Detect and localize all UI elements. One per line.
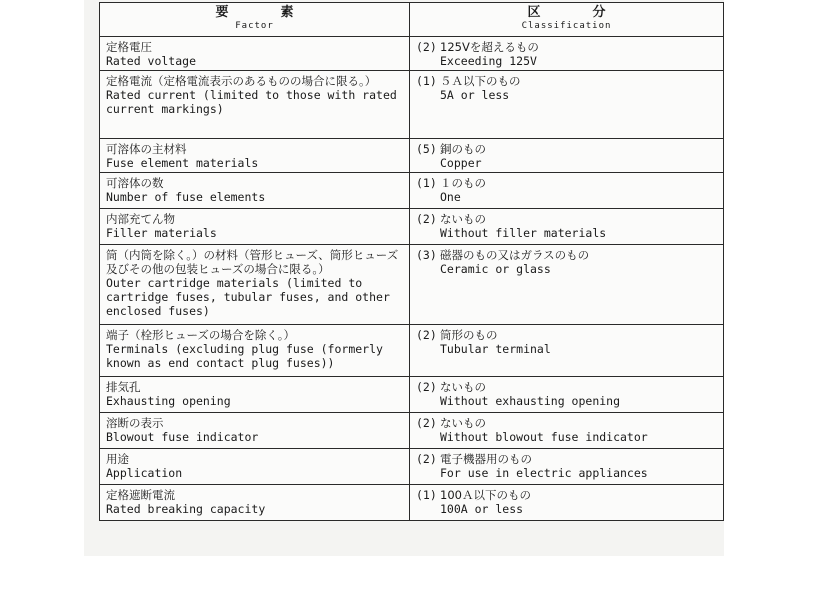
classification-jp: 125Vを超えるもの	[440, 40, 539, 54]
classification-number: (1)	[416, 488, 437, 502]
classification-jp: ５Ａ以下のもの	[440, 74, 521, 88]
factor-cell	[100, 71, 410, 139]
classification-number: (2)	[416, 416, 437, 430]
factor-header-en: Factor	[235, 21, 274, 31]
classification-cell	[410, 209, 724, 245]
factor-en: Outer cartridge materials (limited to cartridge fuses, tubular fuses, and other enclosed fuses)	[106, 276, 390, 318]
factor-cell	[100, 485, 410, 521]
classification-cell	[410, 37, 724, 71]
classification-number: (2)	[416, 40, 437, 54]
classification-cell	[410, 413, 724, 449]
classification-cell	[410, 71, 724, 139]
classification-jp: ないもの	[440, 380, 486, 394]
factor-header-jp: 要素	[215, 5, 346, 20]
table-row	[100, 245, 724, 325]
table-row	[100, 485, 724, 521]
classification-jp: 100Ａ以下のもの	[440, 488, 531, 502]
factor-jp: 可溶体の主材料	[106, 142, 187, 156]
classification-number: (5)	[416, 142, 437, 156]
factor-en: Application	[106, 466, 183, 480]
factor-jp: 溶断の表示	[106, 416, 164, 430]
factor-cell	[100, 37, 410, 71]
factor-jp: 定格遮断電流	[106, 488, 175, 502]
classification-en: Tubular terminal	[440, 342, 551, 356]
classification-number: (2)	[416, 380, 437, 394]
classification-jp: １のもの	[440, 176, 486, 190]
table-header-row	[100, 3, 724, 37]
factor-cell	[100, 325, 410, 377]
table-row	[100, 413, 724, 449]
classification-cell	[410, 139, 724, 173]
classification-cell	[410, 325, 724, 377]
classification-header-jp: 区分	[527, 5, 658, 20]
classification-column-header	[410, 3, 724, 37]
classification-en: Without exhausting opening	[440, 394, 621, 408]
table-row	[100, 325, 724, 377]
classification-jp: ないもの	[440, 212, 486, 226]
classification-en: For use in electric appliances	[440, 466, 648, 480]
factor-en: Rated voltage	[106, 54, 197, 68]
classification-cell	[410, 245, 724, 325]
table-row	[100, 449, 724, 485]
table-row	[100, 209, 724, 245]
factor-cell	[100, 139, 410, 173]
classification-cell	[410, 449, 724, 485]
table-row	[100, 71, 724, 139]
factor-jp: 可溶体の数	[106, 176, 164, 190]
factor-jp: 排気孔	[106, 380, 141, 394]
factor-en: Filler materials	[106, 226, 217, 240]
factor-cell	[100, 377, 410, 413]
classification-cell	[410, 173, 724, 209]
factor-en: Number of fuse elements	[106, 190, 266, 204]
factor-jp: 筒（内筒を除く。）の材料（管形ヒューズ、筒形ヒューズ及びその他の包装ヒューズの場合に限る。）	[106, 248, 399, 276]
classification-number: (1)	[416, 74, 437, 88]
factor-cell	[100, 413, 410, 449]
classification-number: (3)	[416, 248, 437, 262]
factor-en: Rated current (limited to those with rated current markings)	[106, 88, 397, 116]
classification-en: Without filler materials	[440, 226, 607, 240]
table-row	[100, 173, 724, 209]
classification-header-en: Classification	[521, 21, 612, 31]
factor-en: Blowout fuse indicator	[106, 430, 259, 444]
table-row	[100, 37, 724, 71]
factor-column-header	[100, 3, 410, 37]
classification-en: Exceeding 125V	[440, 54, 537, 68]
factor-jp: 定格電圧	[106, 40, 152, 54]
classification-number: (2)	[416, 328, 437, 342]
classification-en: 100A or less	[440, 502, 524, 516]
factor-jp: 端子（栓形ヒューズの場合を除く。）	[106, 328, 295, 342]
classification-cell	[410, 377, 724, 413]
table-row	[100, 377, 724, 413]
classification-jp: 銅のもの	[440, 142, 486, 156]
classification-en: Without blowout fuse indicator	[440, 430, 648, 444]
factor-cell	[100, 245, 410, 325]
classification-number: (2)	[416, 452, 437, 466]
factor-cell	[100, 449, 410, 485]
classification-en: One	[440, 190, 461, 204]
factor-en: Rated breaking capacity	[106, 502, 266, 516]
factor-cell	[100, 173, 410, 209]
classification-en: 5A or less	[440, 88, 510, 102]
classification-cell	[410, 485, 724, 521]
classification-en: Ceramic or glass	[440, 262, 551, 276]
factor-cell	[100, 209, 410, 245]
factor-en: Fuse element materials	[106, 156, 259, 170]
factor-jp: 用途	[106, 452, 129, 466]
factor-en: Terminals (excluding plug fuse (formerly known as end contact plug fuses))	[106, 342, 383, 370]
table-row	[100, 139, 724, 173]
classification-en: Copper	[440, 156, 482, 170]
classification-jp: 筒形のもの	[440, 328, 498, 342]
classification-jp: 磁器のもの又はガラスのもの	[440, 248, 590, 262]
classification-number: (1)	[416, 176, 437, 190]
classification-number: (2)	[416, 212, 437, 226]
factor-en: Exhausting opening	[106, 394, 231, 408]
factor-jp: 定格電流（定格電流表示のあるものの場合に限る。）	[106, 74, 377, 88]
classification-jp: ないもの	[440, 416, 486, 430]
classification-jp: 電子機器用のもの	[440, 452, 532, 466]
factor-jp: 内部充てん物	[106, 212, 175, 226]
fuse-classification-table	[99, 2, 724, 521]
